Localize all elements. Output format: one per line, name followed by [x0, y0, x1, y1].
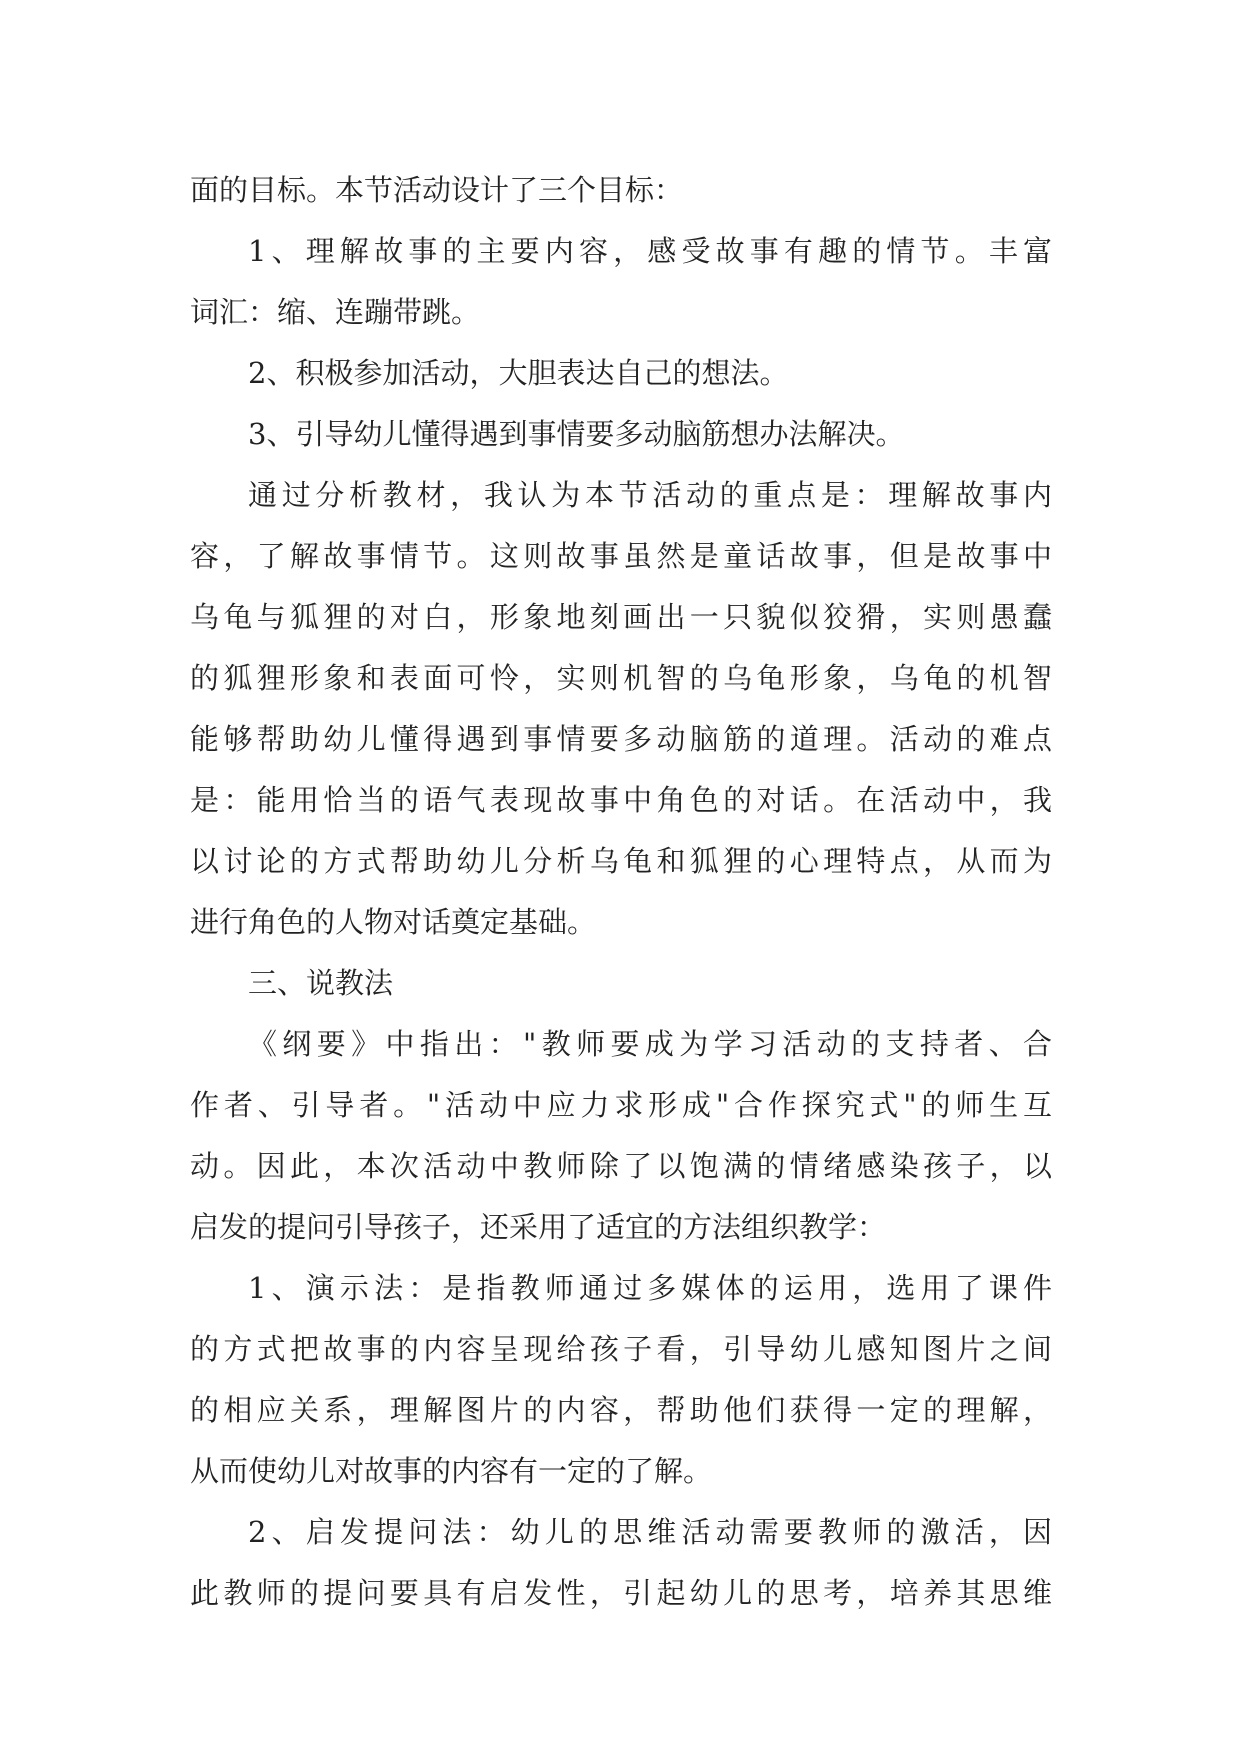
text-line: 以讨论的方式帮助幼儿分析乌龟和狐狸的心理特点，从而为: [190, 844, 1052, 878]
text-line: 从而使幼儿对故事的内容有一定的了解。: [190, 1454, 713, 1488]
text-line: 的狐狸形象和表面可怜，实则机智的乌龟形象，乌龟的机智: [190, 661, 1052, 695]
text-line: 1、理解故事的主要内容，感受故事有趣的情节。丰富: [248, 234, 1052, 268]
text-line: 词汇：缩、连蹦带跳。: [190, 295, 481, 329]
text-line: 2、启发提问法：幼儿的思维活动需要教师的激活，因: [248, 1515, 1052, 1549]
text-line: 2、积极参加活动，大胆表达自己的想法。: [248, 356, 789, 390]
text-line: 1、演示法：是指教师通过多媒体的运用，选用了课件: [248, 1271, 1052, 1305]
section-heading: 三、说教法: [248, 966, 394, 1000]
text-line: 此教师的提问要具有启发性，引起幼儿的思考，培养其思维: [190, 1576, 1052, 1610]
text-line: 面的目标。本节活动设计了三个目标：: [190, 173, 684, 207]
text-line: 能够帮助幼儿懂得遇到事情要多动脑筋的道理。活动的难点: [190, 722, 1052, 756]
text-line: 容，了解故事情节。这则故事虽然是童话故事，但是故事中: [190, 539, 1052, 573]
text-line: 通过分析教材，我认为本节活动的重点是：理解故事内: [248, 478, 1052, 512]
text-line: 3、引导幼儿懂得遇到事情要多动脑筋想办法解决。: [248, 417, 905, 451]
text-line: 启发的提问引导孩子，还采用了适宜的方法组织教学：: [190, 1210, 887, 1244]
text-line: 《纲要》中指出："教师要成为学习活动的支持者、合: [248, 1027, 1052, 1061]
text-line: 作者、引导者。"活动中应力求形成"合作探究式"的师生互: [190, 1088, 1052, 1122]
document-body: [190, 160, 1052, 1624]
text-line: 进行角色的人物对话奠定基础。: [190, 905, 597, 939]
text-line: 是：能用恰当的语气表现故事中角色的对话。在活动中，我: [190, 783, 1052, 817]
text-line: 的相应关系，理解图片的内容，帮助他们获得一定的理解，: [190, 1393, 1052, 1427]
text-line: 乌龟与狐狸的对白，形象地刻画出一只貌似狡猾，实则愚蠢: [190, 600, 1052, 634]
text-line: 动。因此，本次活动中教师除了以饱满的情绪感染孩子，以: [190, 1149, 1052, 1183]
text-line: 的方式把故事的内容呈现给孩子看，引导幼儿感知图片之间: [190, 1332, 1052, 1366]
